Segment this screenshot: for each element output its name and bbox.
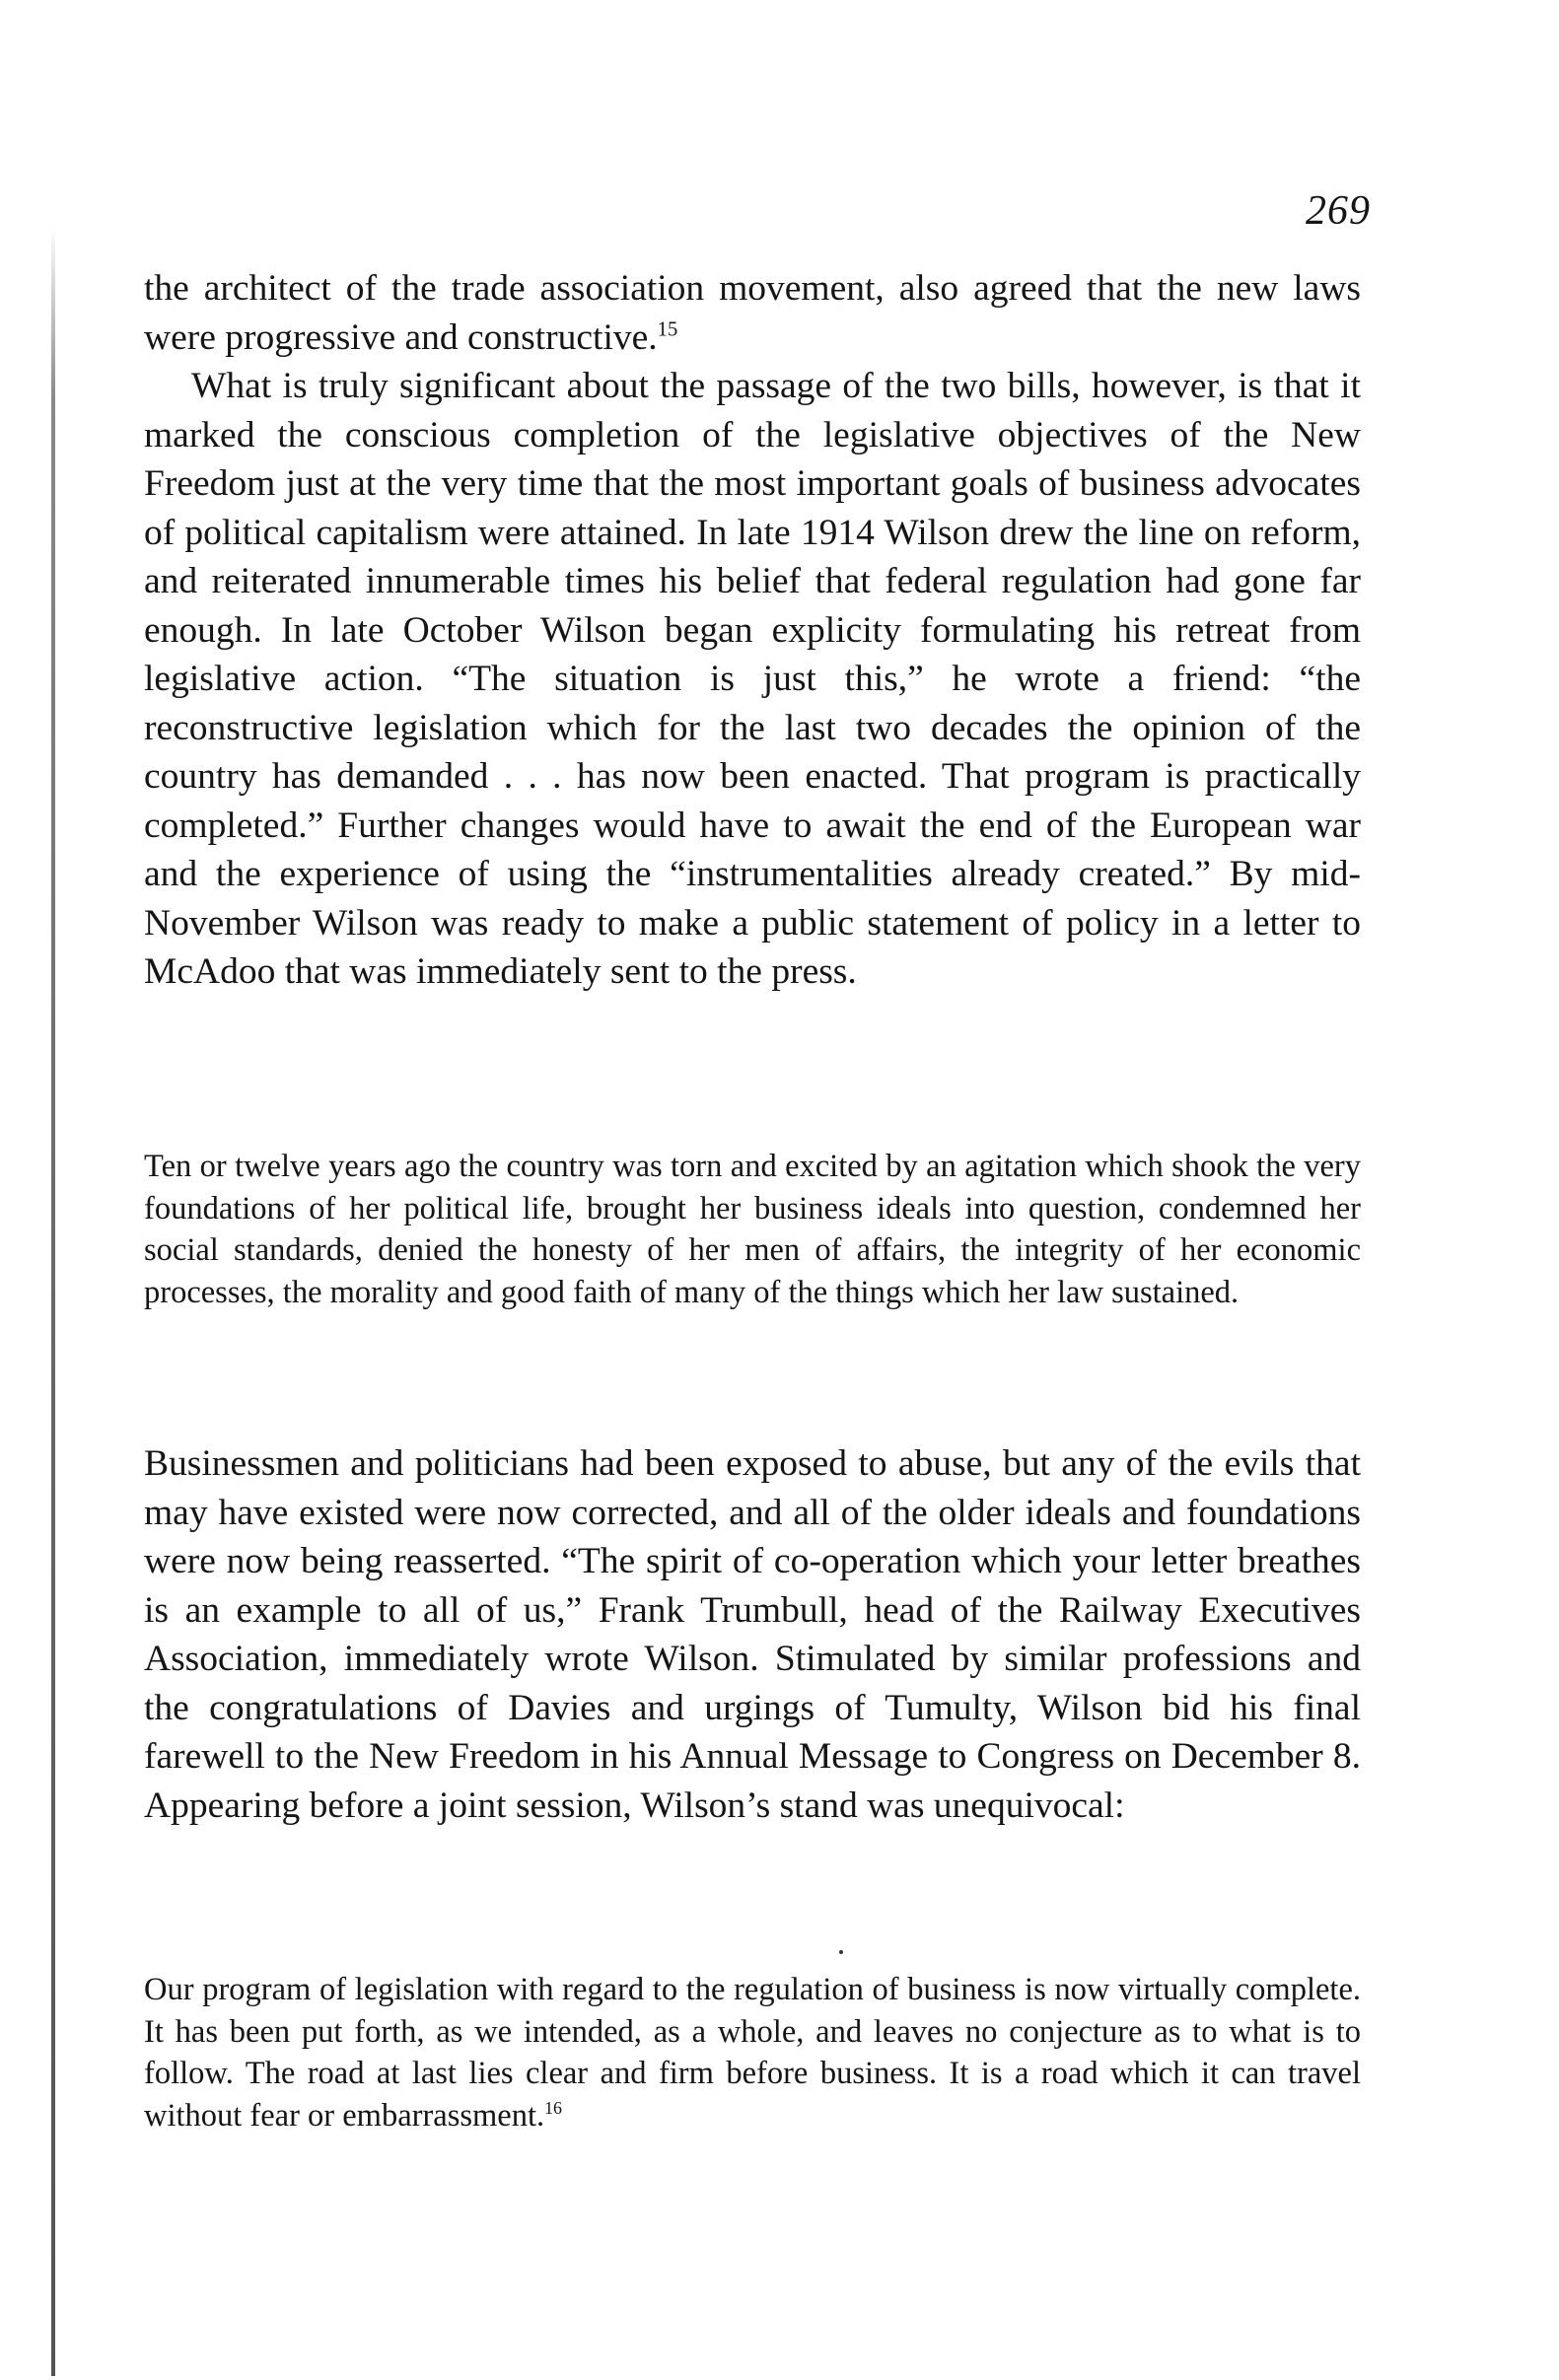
block-quote-2 [144, 1969, 1361, 2136]
footnote-ref-16: 16 [544, 2097, 562, 2118]
block-quote-1: Ten or twelve years ago the country was torn and excited by an agitation which shook the very foundations of her political life, brought her business ideals into question, condemned her social standards, denied the honesty of her men of affairs, the integrity of her economic processes, the morality and good faith of many of the things which her law sustained. [144, 1149, 1361, 1310]
main-text-block-1 [144, 264, 1361, 997]
block-quote-2-text: Our program of legislation with regard to the regulation of business is now virtually complete. It has been put forth, as we intended, as a whole, and leaves no conjecture as to what is to follow. The road at last lies clear and firm before business. It is a road which it can travel without fear or embarrassment. [144, 1972, 1361, 2134]
page-number: 269 [1306, 188, 1371, 234]
paragraph-3: Businessmen and politicians had been exposed to abuse, but any of the evils that may have existed were now corrected, and all of the older ideals and foundations were now being reasserted. “The spirit of co-operation which your letter breathes is an example to all of us,” Frank Trumbull, head of the Railway Executives Association, immediately wrote Wilson. Stimulated by similar professions and the congratulations of Davies and urgings of Tumulty, Wilson bid his final farewell to the New Freedom in his Annual Message to Congress on December 8. Appearing before a joint session, Wilson’s stand was unequivocal: [144, 1443, 1361, 1826]
paragraph-1-text: the architect of the trade association movement, also agreed that the new laws were progressive and constructive. [144, 268, 1361, 358]
footnote-ref-15: 15 [657, 318, 678, 340]
page-binding-edge [51, 227, 55, 2376]
paragraph-2: What is truly significant about the passage of the two bills, however, is that it marked the conscious completion of the legislative objectives of the New Freedom just at the very time that the most important goals of business advocates of political capitalism were attained. In late 1914 Wilson drew the line on reform, and reiterated innumerable times his belief that federal regulation had gone far enough. In late October Wilson began explicity formulating his retreat from legislative action. “The situation is just this,” he wrote a friend: “the reconstructive legislation which for the last two decades the opinion of the country has demanded . . . has now been enacted. That program is practically completed.” Further changes would have to await the end of the European war and the experience of using the “instrumentalities already created.” By mid-November Wilson was ready to make a public statement of policy in a letter to McAdoo that was immediately sent to the press. [144, 366, 1361, 992]
stray-dot-mark [839, 1950, 843, 1954]
paragraph-continuation [144, 264, 1361, 362]
main-text-block-2 [144, 1439, 1361, 1830]
